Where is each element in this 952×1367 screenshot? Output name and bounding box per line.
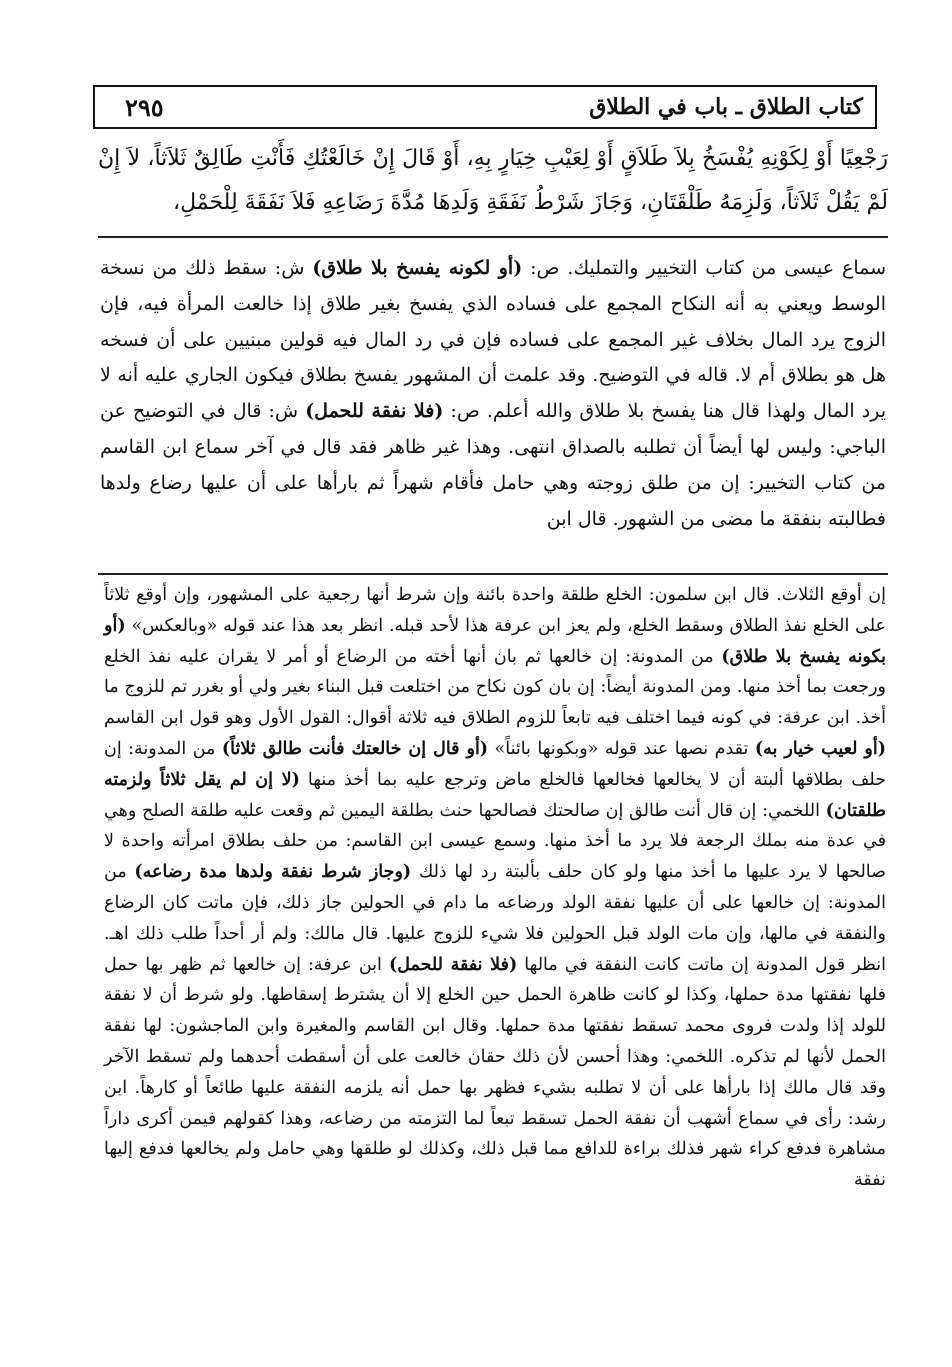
running-title: كتاب الطلاق ـ باب في الطلاق	[589, 94, 863, 120]
commentary-quote: (أو لكونه يفسخ بلا طلاق)	[312, 257, 523, 279]
divider-commentary-footnotes	[98, 573, 888, 575]
footnote-segment: اللخمي: إن قال أنت طالق إن صالحتك فصالحها حنث بطلقة اليمين ثم وقعت عليه طلقة الصلح وهي في عدة منه بملك الرجعة فلا يرد ما أخذ منها. وسمع عيسى ابن القاسم: من حلف بطلاق امرأته واحدة لا صالحها لا يرد عليها ما أخذ منها ولو كان حلف بألبتة رد لها ذلك	[104, 800, 886, 883]
commentary-paragraph	[100, 251, 886, 537]
commentary-segment: ش: قال في التوضيح عن الباجي: وليس لها أيضاً أن تطلبه بالصداق انتهى. وهذا غير ظاهر فقد قال في آخر سماع ابن القاسم من كتاب التخيير: إن من طلق زوجته وهي حامل فأقام شهراً ثم بارأها على أن عليها رضاع ولدها فطالبته بنفقة ما مضى من الشهور. قال ابن	[100, 400, 886, 530]
footnote-quote: (أو قال إن خالعتك فأنت طالق ثلاثاً)	[221, 738, 489, 759]
footnote-segment: من المدونة: إن خالعها ثم بان أنها أخته من الرضاع أو أمر لا يقران عليه نفذ الخلع ورجعت بما أخذ منها. ومن المدونة أيضاً: إن بان كون نكاح من اختلعت قبل البناء بغير ولي أو بغرر تم للزوج ما أخذ. ابن عرفة: في كونه فيما اختلف فيه تابعاً للزوم الطلاق فيه ثلاثة أقوال: القول الأول وهو قول ابن القاسم	[104, 646, 886, 729]
divider-matn-commentary	[98, 236, 888, 238]
footnotes-text	[104, 580, 886, 1196]
footnote-quote: (أو لعيب خيار به)	[754, 738, 886, 759]
commentary-quote: (فلا نفقة للحمل)	[305, 400, 444, 423]
matn-text	[98, 137, 888, 225]
footnote-quote: (لا إن لم يقل ثلاثاً ولزمته طلقتان)	[104, 769, 886, 821]
footnote-segment: تقدم نصها عند قوله «وبكونها بائناً»	[488, 738, 755, 759]
matn-paragraph: رَجْعِيًا أَوْ لِكَوْنِهِ يُفْسَخُ بِلاَ طَلاَقٍ أَوْ لِعَيْبِ خِيَارٍ بِهِ، أَوْ قَالَ إِنْ خَالَعْتُكِ فَأَنْتِ طَالِقٌ ثَلاَثاً، لاَ إِنْ لَمْ يَقُلْ ثَلاَثاً، وَلَزِمَهُ طَلْقَتَانِ، وَجَازَ شَرْطُ نَفَقَةِ وَلَدِهَا مُدَّةَ رَضَاعِهِ فَلاَ نَفَقَةَ لِلْحَمْلِ،	[98, 146, 888, 215]
footnote-segment: ابن عرفة: إن خالعها ثم ظهر بها حمل فلها نفقتها مدة حملها، وكذا لو كانت ظاهرة الحمل حين الخلع إلا أن يشترط إسقاطها. ولو شرط أن لا نفقة للولد إذا ولدت فروى محمد تسقط نفقتها مدة حملها. وقال ابن القاسم والمغيرة وابن الماجشون: لها نفقة الحمل لأنها لم تذكره. اللخمي: وهذا أحسن لأن ذلك حقان خالعت على أن أسقطت أحدهما ولم تسقط الآخر وقد قال مالك إذا بارأها على أن لا تطلبه بشيء فظهر بها حمل أنه يلزمه النفقة عليها طائعاً أو كارهاً. ابن رشد: رأى في سماع أشهب أن نفقة الحمل تسقط تبعاً لما التزمته من رضاعه، وهذا كقولهم فيمن أكرى داراً مشاهرة فدفع كراء شهر فذلك براءة للدافع مما قبل ذلك، وكذلك لو طلقها وهي حامل ولم يخالعها فدفع إليها نفقة	[104, 954, 886, 1191]
footnotes-paragraph	[104, 580, 886, 1196]
footnote-quote: (فلا نفقة للحمل)	[388, 954, 518, 975]
footnote-quote: (أو بكونه يفسخ بلا طلاق)	[104, 615, 886, 667]
footnote-segment: إن أوقع الثلاث. قال ابن سلمون: الخلع طلقة واحدة بائنة وإن شرط أنها رجعية على المشهور، وإن أوقع ثلاثاً على الخلع نفذ الطلاق وسقط الخلع، ولم يعز ابن عرفة هذا لأحد قبله. انظر بعد هذا عند قوله «وبالعكس»	[104, 585, 886, 636]
footnote-segment: من المدونة: إن حلف بطلاقها ألبتة أن لا يخالعها فخالعها فالخلع ماض وترجع عليه بما أخذ منها	[104, 738, 887, 790]
commentary-segment: ش: سقط ذلك من نسخة الوسط ويعني به أنه النكاح المجمع على فساده الذي يفسخ بغير طلاق إذا خالعت المرأة فيه، فإن الزوج يرد المال بخلاف غير المجمع على فساده فإن في رد المال فيه قولين مبنيين على أن فسخه هل هو بطلاق أم لا. قاله في التوضيح. وقد علمت أن المشهور يفسخ بطلاق فيكون الجاري عليه أنه لا يرد المال ولهذا قال هنا يفسخ بلا طلاق والله أعلم. ص:	[100, 257, 886, 423]
footnote-segment: من المدونة: إن خالعها على أن عليها نفقة الولد ورضاعه ما دام في الحولين جاز ذلك، فإن ماتت كان الرضاع والنفقة في مالها، وإن مات الولد قبل الحولين فلا شيء للزوج عليها. قال مالك: ولم أر أحداً طلب ذلك اهـ. انظر قول المدونة إن ماتت كانت النفقة في مالها	[104, 862, 886, 975]
page-header	[93, 85, 877, 129]
commentary-segment: سماع عيسى من كتاب التخيير والتمليك. ص:	[522, 257, 887, 279]
footnote-quote: (وجاز شرط نفقة ولدها مدة رضاعه)	[134, 862, 412, 883]
page-number: ٢٩٥	[125, 92, 164, 122]
commentary-text	[100, 251, 886, 537]
